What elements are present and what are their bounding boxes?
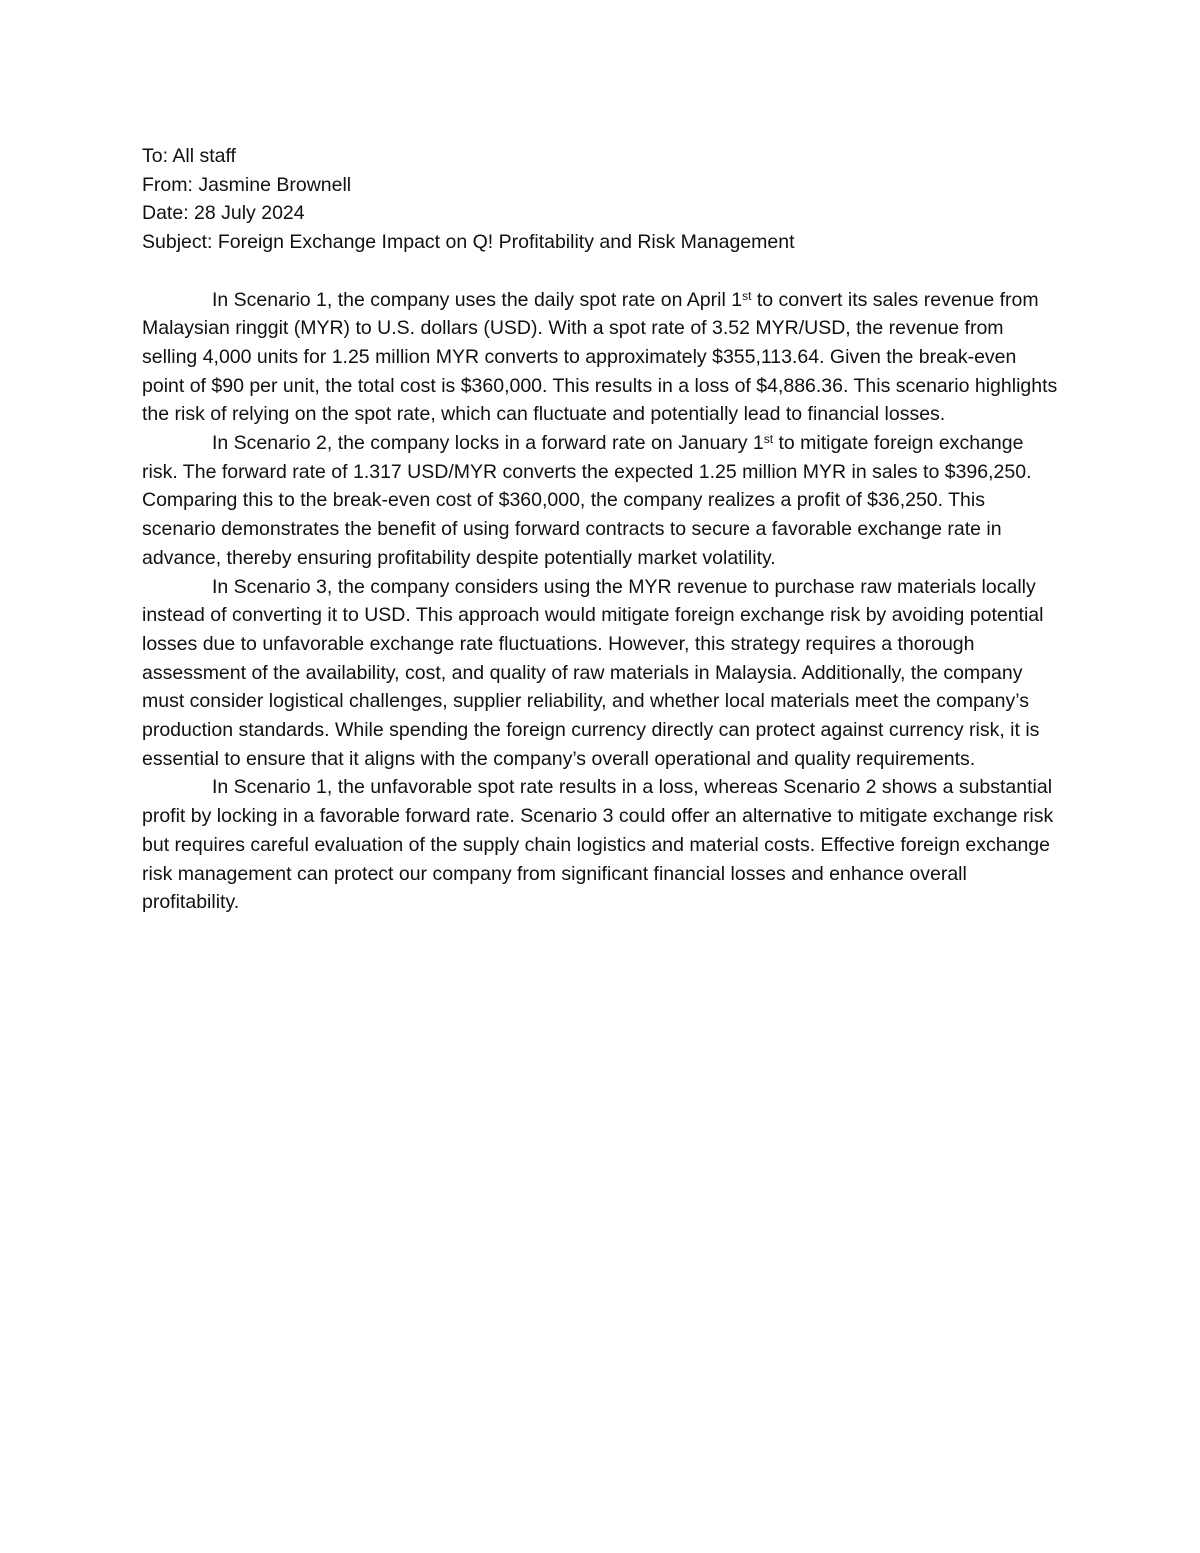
paragraph-text: to mitigate foreign exchange risk. The forward rate of 1.317 USD/MYR converts the expected 1.25 million MYR in sales to $396,250. Comparing this to the break-even cost of $360,000, the company realizes a profit of $36,250. This scenario demonstrates the benefit of using forward contracts to secure a favorable exchange rate in advance, thereby ensuring profitability despite potentially market volatility. [142, 432, 1032, 569]
ordinal-superscript: st [763, 432, 774, 447]
memo-body [142, 142, 1062, 917]
paragraph-text: In Scenario 2, the company locks in a forward rate on January 1 [212, 432, 764, 455]
paragraph-scenario-1 [142, 286, 1062, 430]
memo-from: From: Jasmine Brownell [142, 173, 352, 196]
paragraph-scenario-3: In Scenario 3, the company considers using the MYR revenue to purchase raw materials locally instead of converting it to USD. This approach would mitigate foreign exchange risk by avoiding potential losses due to unfavorable exchange rate fluctuations. However, this strategy requires a thorough assessment of the availability, cost, and quality of raw materials in Malaysia. Additionally, the company must consider logistical challenges, supplier reliability, and whether local materials meet the company’s production standards. While spending the foreign currency directly can protect against currency risk, it is essential to ensure that it aligns with the company’s overall operational and quality requirements. [142, 575, 1044, 770]
memo-date: Date: 28 July 2024 [142, 202, 305, 225]
ordinal-superscript: st [742, 288, 752, 303]
memo-to: To: All staff [142, 145, 236, 167]
paragraph-text: to convert its sales revenue from Malaysian ringgit (MYR) to U.S. dollars (USD). With a spot rate of 3.52 MYR/USD, the revenue from selling 4,000 units for 1.25 million MYR converts to approximately $355,113.64. Given the break-even point of $90 per unit, the total cost is $360,000. This results in a loss of $4,886.36. This scenario highlights the risk of relying on the spot rate, which can fluctuate and potentially lead to financial losses. [142, 288, 1058, 426]
paragraph-scenario-2 [142, 429, 1062, 573]
memo-subject: Subject: Foreign Exchange Impact on Q! Profitability and Risk Management [142, 231, 795, 254]
memo-header [142, 142, 1062, 257]
paragraph-text: In Scenario 1, the company uses the daily spot rate on April 1 [212, 288, 743, 311]
paragraph-conclusion: In Scenario 1, the unfavorable spot rate results in a loss, whereas Scenario 2 shows a substantial profit by locking in a favorable forward rate. Scenario 3 could offer an alternative to mitigate exchange risk but requires careful evaluation of the supply chain logistics and material costs. Effective foreign exchange risk management can protect our company from significant financial losses and enhance overall profitability. [142, 776, 1054, 914]
